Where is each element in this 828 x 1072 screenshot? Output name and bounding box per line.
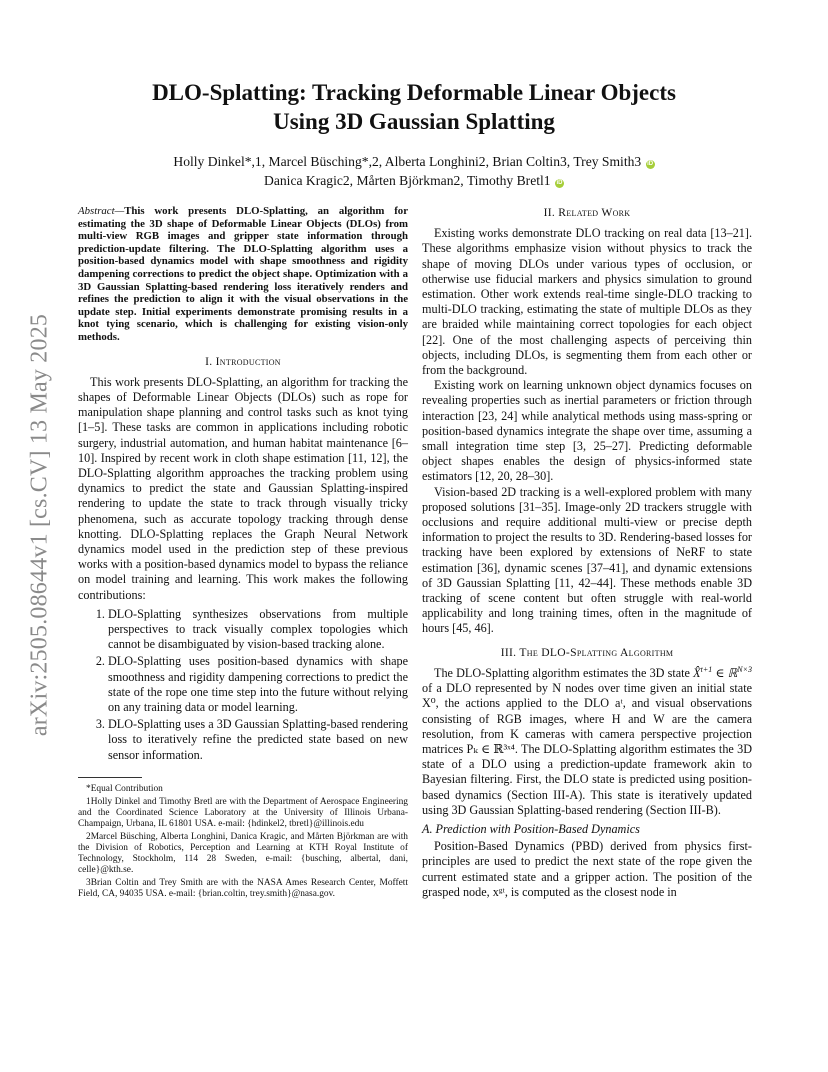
author-list	[90, 152, 738, 190]
authors-line-1-text: Holly Dinkel*,1, Marcel Büsching*,2, Alberta Longhini2, Brian Coltin3, Trey Smith3	[173, 154, 642, 169]
related-paragraph: Existing works demonstrate DLO tracking on real data [13–21]. These algorithms emphasize vision without physics to track the shape of moving DLOs under various types of occlusion, or otherwise use fiducial markers and physics simulation to ground estimation. Other work extends real-time single-DLO tracking to multi-DLO tracking, estimating the state of multiple DLOs as they are braided while maintaining correct topologies for each object [22]. One of the most challenging aspects of perceiving thin objects, including DLOs, is segmenting them from each other or from the background.	[422, 226, 752, 378]
title-line-1: DLO-Splatting: Tracking Deformable Linear Objects	[152, 80, 676, 105]
footnotes	[78, 784, 408, 900]
algorithm-paragraph: The DLO-Splatting algorithm estimates the 3D state X̂$^{t+1}$ ∈ ℝ$^{N\times 3}$ of a DLO represented by N nodes over time given an initial state X⁰, the actions applied to the DLO aᵗ, and visual observations consisting of RGB images, where H and W are the camera resolution, from K cameras with camera perspective projection matrices Pₖ ∈ ℝ³ˣ⁴. The DLO-Splatting algorithm estimates the 3D state of a DLO using a prediction-update framework akin to Bayesian filtering. First, the DLO state is predicted using position-based dynamics (Section III-A). This state is iteratively updated using 3D Gaussian Splatting-based rendering (Section III-B).	[422, 664, 752, 817]
related-work-heading: II. Related Work	[543, 206, 631, 219]
footnote: *Equal Contribution	[86, 783, 163, 794]
footnote: 2Marcel Büsching, Alberta Longhini, Danica Kragic, and Mårten Björkman are with the Division of Robotics, Perception and Learning at KTH Royal Institute of Technology, Stockholm, 114 28 Sweden, e-mail: {busching, albertal, dani, celle}@kth.se.	[78, 831, 408, 875]
authors-line-2	[90, 171, 738, 190]
orcid-icon: iD	[556, 180, 563, 186]
list-item: 1. DLO-Splatting synthesizes observations from multiple perspectives to track visually complex topologies which cannot be disambiguated by vision-based tracking alone.	[108, 607, 408, 653]
authors-line-1	[90, 152, 738, 171]
list-item: 2. DLO-Splatting uses position-based dynamics with shape smoothness and rigidity dampening corrections to predict the state of the rope one time step into the future without relying on any training data or model learning.	[108, 654, 408, 715]
related-paragraph: Existing work on learning unknown object dynamics focuses on revealing properties such as inertial parameters or friction through interaction [23, 24] while analytical methods using mass-spring or position-based dynamics integrate the shape over time, assuming a small integration time step [3, 25–27]. Predicting deformable object shapes enables the design of physics-informed state estimators [12, 20, 28–30].	[422, 378, 752, 484]
abstract-lead: Abstract—	[78, 205, 125, 217]
footnote: 3Brian Coltin and Trey Smith are with the NASA Ames Research Center, Moffett Field, CA, 94035 USA. e-mail: {brian.coltin, trey.smith}@nasa.gov.	[78, 877, 408, 899]
abstract-text: This work presents DLO-Splatting, an algorithm for estimating the 3D shape of Deformable Linear Objects (DLOs) from multi-view RGB images and gripper state information through prediction-update filtering. The DLO-Splatting algorithm uses a position-based dynamics model with shape smoothness and rigidity dampening corrections to predict the object shape. Optimization with a 3D Gaussian Splatting-based rendering loss iteratively renders and refines the prediction to align it with the visual observations in the update step. Initial experiments demonstrate promising results in a knot tying scenario, which is challenging for existing vision-only methods.	[78, 205, 408, 343]
contributions-list	[78, 607, 408, 763]
list-item: 3. DLO-Splatting uses a 3D Gaussian Splatting-based rendering loss to iteratively refine the predicted state based on new sensor information.	[108, 717, 408, 763]
arxiv-sidebar	[22, 290, 58, 760]
orcid-icon: iD	[647, 161, 654, 167]
abstract	[78, 205, 408, 344]
right-column	[422, 205, 752, 900]
intro-paragraph: This work presents DLO-Splatting, an algorithm for tracking the shapes of Deformable Linear Objects (DLOs) such as rope for manipulation shape planning and control tasks such as knot tying [1–5]. These tasks are common in applications including robotic surgery, industrial automation, and human habitat maintenance [6–10]. Inspired by recent work in cloth shape estimation [11, 12], the DLO-Splatting algorithm approaches the tracking problem using dynamics to predict the state and Gaussian Splatting-inspired rendering to update the state to track through visually tricky phenomena, such as accurate topology tracking through dense knotting. DLO-Splatting replaces the Graph Neural Network dynamics model used in the prediction step of these previous works with a position-based dynamics model to bypass the reliance on model training and learning. This work makes the following contributions:	[78, 374, 408, 602]
title-line-2: Using 3D Gaussian Splatting	[273, 109, 555, 134]
authors-line-2-text: Danica Kragic2, Mårten Björkman2, Timothy Bretl1	[264, 173, 551, 188]
left-column	[78, 205, 408, 900]
state-equation: X̂$^{t+1}$ ∈ ℝ$^{N\times 3}$	[693, 664, 752, 680]
intro-heading: I. Introduction	[205, 354, 281, 368]
footnote-rule	[78, 777, 142, 778]
algorithm-heading: III. The DLO-Splatting Algorithm	[500, 645, 674, 659]
footnote: 1Holly Dinkel and Timothy Bretl are with the Department of Aerospace Engineering and the Coordinated Science Laboratory at the University of Illinois Urbana-Champaign, Urbana, IL 61801 USA. e-mail: {hdinkel2, tbretl}@illinois.edu	[78, 796, 408, 829]
paper-title	[80, 78, 748, 136]
arxiv-id: arXiv:2505.08644v1 [cs.CV] 13 May 2025	[26, 313, 53, 737]
related-paragraph: Vision-based 2D tracking is a well-explored problem with many proposed solutions [31–35]. Image-only 2D trackers struggle with occlusions and require additional multi-view or precise depth information to project the results to 3D. Rendering-based losses for tracking have been explored by extensions of NeRF to state estimation [36], dynamic scenes [37–41], and dynamic extensions of 3D Gaussian Splatting [11, 42–44]. These methods enable 3D tracking of scene content but often struggle with real-world applicability and long training times, often in the magnitude of hours [45, 46].	[422, 484, 752, 636]
pbd-heading: A. Prediction with Position-Based Dynamics	[422, 821, 640, 836]
pbd-paragraph: Position-Based Dynamics (PBD) derived from physics first-principles are used to predict the next state of the rope given the current estimated state and a gripper action. The position of the grasped node, xᵍᵗ, is computed as the closest node in	[422, 839, 752, 899]
